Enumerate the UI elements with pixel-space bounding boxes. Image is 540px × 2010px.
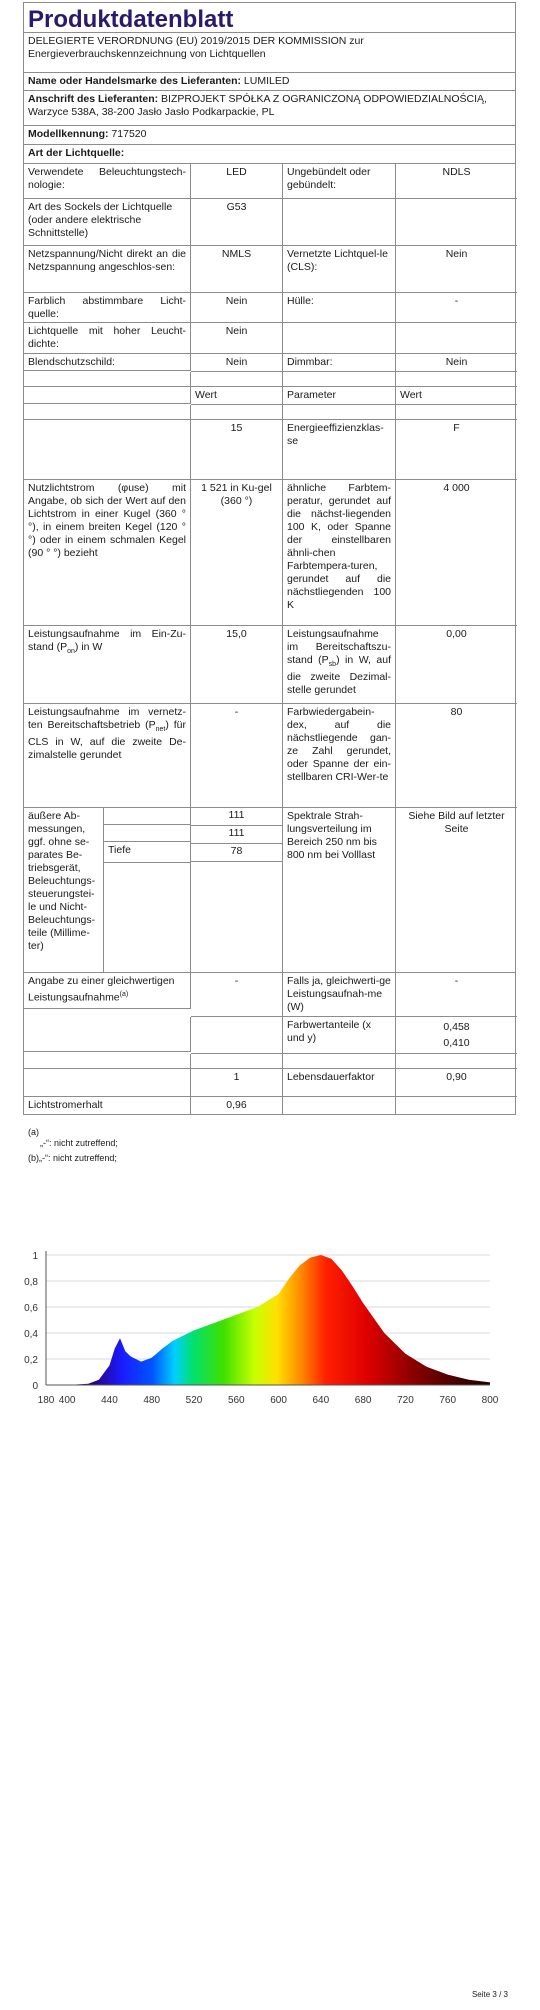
type-row-value2 <box>396 199 517 246</box>
type-row-label: Blendschutzschild: <box>24 354 191 371</box>
y-tick-label: 0,6 <box>24 1303 38 1314</box>
misc-table <box>24 973 515 1114</box>
equiv-sup: (a) <box>119 991 129 998</box>
footnotes <box>28 1127 118 1164</box>
brand-row <box>24 73 515 91</box>
maint-empty-cell2 <box>396 1097 517 1114</box>
standby-power-label <box>283 626 396 704</box>
on-label-sub: on <box>67 648 75 656</box>
energy-consumption-value: 15 <box>191 420 283 480</box>
chroma-values <box>396 1017 517 1054</box>
y-tick-label: 0,2 <box>24 1355 38 1366</box>
spacer-cell <box>191 1054 283 1069</box>
spacer-cell <box>396 372 517 387</box>
equiv-label: Angabe zu einer gleichwertigen Leistungsaufnahme <box>28 975 175 1004</box>
spacer-cell <box>191 405 283 420</box>
dim-depth-label: Tiefe <box>104 842 190 863</box>
y-tick-label: 1 <box>32 1251 38 1262</box>
on-mode-power-label <box>24 626 191 704</box>
y-tick-label: 0,4 <box>24 1329 38 1340</box>
maint-empty-cell <box>283 1097 396 1114</box>
type-row-value2: Nein <box>396 354 517 372</box>
brand-value: LUMILED <box>243 75 290 87</box>
lumen-maintenance-label: Lichtstromerhalt <box>24 1097 191 1114</box>
dim-width-label <box>104 825 190 842</box>
type-row-label2 <box>283 199 396 246</box>
type-row-label: Netzspannung/Nicht direkt an die Netzspannung angeschlos-sen: <box>24 246 191 293</box>
net-label-b: ) für CLS in W, auf die zweite De-zimalstelle gerundet <box>28 719 186 762</box>
chart-area-group <box>46 1255 490 1385</box>
product-datasheet <box>23 2 516 1115</box>
energy-class-value: F <box>396 420 517 480</box>
x-tick-label: 400 <box>58 1395 76 1406</box>
model-row <box>24 126 515 145</box>
type-label: Art der Lichtquelle: <box>24 145 515 164</box>
lumen-maintenance-value: 0,96 <box>191 1097 283 1114</box>
type-row-value2 <box>396 323 517 354</box>
footnote-b-mark: (b) <box>28 1153 39 1163</box>
spectrum-area <box>46 1255 490 1385</box>
spacer-cell <box>283 405 396 420</box>
type-row-label2: Hülle: <box>283 293 396 323</box>
standby-power-value: 0,00 <box>396 626 517 704</box>
type-row-value2: NDLS <box>396 164 517 199</box>
x-tick-label: 480 <box>143 1395 161 1406</box>
cri-value: 80 <box>396 704 517 808</box>
type-row-value2: - <box>396 293 517 323</box>
net-label-a: Leistungsaufnahme im vernetz-ten Bereitschaftsbetrieb (P <box>28 706 186 731</box>
chroma-x: 0,458 <box>443 1021 470 1033</box>
spacer-cell <box>24 372 191 387</box>
type-row-value: Nein <box>191 323 283 354</box>
energy-class-label: Energieeffizienzklas-se <box>283 420 396 480</box>
on-label-b: ) in W <box>74 641 103 653</box>
type-row-value: Nein <box>191 354 283 372</box>
type-row-label: Lichtquelle mit hoher Leucht-dichte: <box>24 323 191 354</box>
chroma-label: Farbwertanteile (x und y) <box>283 1017 396 1054</box>
x-tick-label: 600 <box>270 1395 287 1406</box>
dimensions-sublabels <box>104 808 191 972</box>
spacer-cell <box>24 1054 191 1069</box>
x-tick-label: 440 <box>101 1395 118 1406</box>
spacer-cell <box>191 372 283 387</box>
networked-standby-label <box>24 704 191 808</box>
dim-height-label <box>104 808 190 825</box>
type-row-label2 <box>283 323 396 354</box>
spacer-cell <box>396 405 517 420</box>
address-label: Anschrift des Lieferanten: <box>28 93 159 105</box>
dim-width-value: 111 <box>191 826 282 844</box>
type-row-value: G53 <box>191 199 283 246</box>
column-header-wert: Wert <box>191 387 283 405</box>
chroma-empty-cell2 <box>191 1017 283 1054</box>
address-value: BIZPROJEKT SPÓŁKA Z OGRANICZONĄ ODPOWIEDZIALNOŚCIĄ, Warzyce 538A, 38-200 Jasło Jasło Podkarpackie, PL <box>28 93 487 118</box>
equivalent-watts-label: Falls ja, gleichwerti-ge Leistungsaufnah-me (W) <box>283 973 396 1017</box>
brand-label: Name oder Handelsmarke des Lieferanten: <box>28 75 241 87</box>
type-row-label2: Ungebündelt oder gebündelt: <box>283 164 396 199</box>
model-value: 717520 <box>111 128 147 140</box>
cct-label: ähnliche Farbtem-peratur, gerundet auf die nächst-liegenden 100 K, oder Spanne der einstellbaren ähnli-chen Farbtempera-turen, gerundet auf die nächstliegenden 100 K <box>283 480 396 626</box>
chroma-y: 0,410 <box>443 1037 470 1049</box>
x-tick-label: 720 <box>397 1395 414 1406</box>
regulation-text: DELEGIERTE VERORDNUNG (EU) 2019/2015 DER KOMMISSION zur Energieverbrauchskennzeichnung von Lichtquellen <box>24 33 515 73</box>
cri-label: Farbwiedergabein-dex, auf die nächstliegende gan-ze Zahl gerundet, oder Spanne der ein-stellbaren CRI-Wer-te <box>283 704 396 808</box>
model-label: Modellkennung: <box>28 128 109 140</box>
sb-label-a: Leistungsaufnahme im Bereitschaftszu-stand (P <box>287 628 391 666</box>
life-empty-cell <box>24 1069 191 1097</box>
chroma-empty-cell <box>24 1017 191 1052</box>
spectral-distribution-chart <box>20 1245 510 1420</box>
equivalent-power-value: - <box>191 973 283 1017</box>
light-source-type-table <box>24 164 515 808</box>
luminous-flux-label: Nutzlichtstrom (φuse) mit Angabe, ob sich der Wert auf den Lichtstrom in einer Kugel (360 ° °), in einem breiten Kegel (120 ° °) oder in einem schmalen Kegel (90 ° °) bezieht <box>24 480 191 626</box>
spectrum-label: Spektrale Strah-lungsverteilung im Bereich 250 nm bis 800 nm bei Volllast <box>283 808 396 972</box>
spacer-cell <box>396 1054 517 1069</box>
sb-label-b: ) in W, auf die zweite Dezimal-stelle gerundet <box>287 654 392 697</box>
sb-label-sub: sb <box>328 661 337 669</box>
x-tick-label: 560 <box>227 1395 245 1406</box>
dim-height-value: 111 <box>191 808 282 826</box>
type-row-label: Verwendete Beleuchtungstech-nologie: <box>24 164 191 199</box>
life-value: 1 <box>191 1069 283 1097</box>
footnote-a-mark: (a) <box>28 1127 39 1137</box>
spectrum-value: Siehe Bild auf letzter Seite <box>408 810 505 835</box>
x-tick-label: 760 <box>439 1395 457 1406</box>
equivalent-watts-value: - <box>396 973 517 1017</box>
dimensions-label: äußere Ab-messungen, ggf. ohne se-parates Be-triebsgerät, Beleuchtungs-steuerungstei-le und Nicht-Beleuchtungs-teile (Millime-ter) <box>24 808 104 972</box>
y-tick-label: 0,8 <box>24 1277 38 1288</box>
x-tick-label: 520 <box>185 1395 203 1406</box>
energy-empty-cell <box>24 420 191 480</box>
column-header-wert2: Wert <box>396 387 517 405</box>
footnote-a-text: „-“: nicht zutreffend; <box>40 1138 118 1148</box>
spacer-cell <box>283 372 396 387</box>
footnote-b-text: „-“: nicht zutreffend; <box>39 1153 117 1163</box>
type-row-label: Art des Sockels der Lichtquelle (oder andere elektrische Schnittstelle) <box>24 199 191 246</box>
type-row-label2: Dimmbar: <box>283 354 396 372</box>
type-row-value: NMLS <box>191 246 283 293</box>
luminous-flux-value: 1 521 in Ku-gel (360 °) <box>191 480 283 626</box>
networked-standby-value: - <box>191 704 283 808</box>
life-factor-value: 0,90 <box>396 1069 517 1097</box>
life-factor-label: Lebensdauerfaktor <box>283 1069 396 1097</box>
dimensions-table <box>24 808 515 973</box>
y-tick-label: 0 <box>32 1381 38 1392</box>
page-number: Seite 3 / 3 <box>471 1990 508 1999</box>
dim-depth-value: 78 <box>191 844 282 862</box>
on-label-a: Leistungsaufnahme im Ein-Zu-stand (P <box>28 628 186 653</box>
type-row-label: Farblich abstimmbare Licht-quelle: <box>24 293 191 323</box>
type-row-value2: Nein <box>396 246 517 293</box>
type-row-value: LED <box>191 164 283 199</box>
dimensions-values <box>191 808 283 972</box>
cct-value: 4 000 <box>396 480 517 626</box>
column-header-parameter: Parameter <box>283 387 396 405</box>
address-row <box>24 91 515 126</box>
type-row-value: Nein <box>191 293 283 323</box>
on-mode-power-value: 15,0 <box>191 626 283 704</box>
x-tick-label: 680 <box>354 1395 372 1406</box>
spacer-cell <box>24 405 191 420</box>
x-tick-label: 180 <box>37 1395 55 1406</box>
page-title: Produktdatenblatt <box>24 3 515 33</box>
net-label-sub: net <box>155 726 166 734</box>
spacer-cell <box>283 1054 396 1069</box>
type-row-label2: Vernetzte Lichtquel-le (CLS): <box>283 246 396 293</box>
x-tick-label: 800 <box>481 1395 499 1406</box>
header-empty-cell <box>24 387 191 404</box>
x-tick-label: 640 <box>312 1395 330 1406</box>
equivalent-power-label <box>24 973 191 1009</box>
